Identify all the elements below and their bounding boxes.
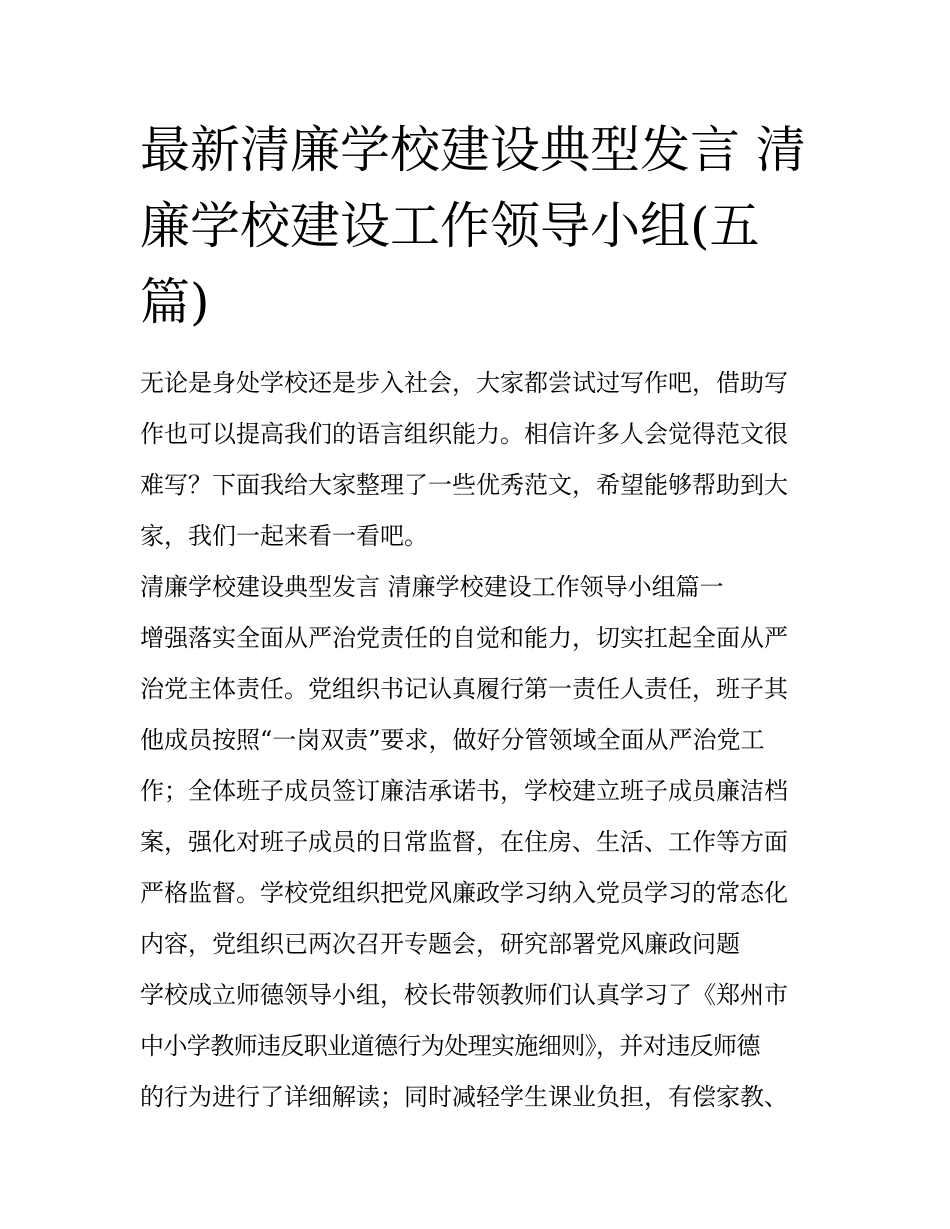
- paragraph-line: 严格监督。学校党组织把党风廉政学习纳入党员学习的常态化: [140, 879, 788, 907]
- paragraph-line: 治党主体责任。党组织书记认真履行第一责任人责任，班子其: [140, 675, 788, 703]
- title-line: 篇): [140, 273, 210, 331]
- paragraph-line: 案，强化对班子成员的日常监督，在住房、生活、工作等方面: [140, 828, 788, 856]
- intro-line: 家，我们一起来看一看吧。: [140, 522, 428, 550]
- intro-line: 无论是身处学校还是步入社会，大家都尝试过写作吧，借助写: [140, 369, 788, 397]
- paragraph-line: 作；全体班子成员签订廉洁承诺书，学校建立班子成员廉洁档: [140, 777, 788, 805]
- title-line: 最新清廉学校建设典型发言 清: [140, 121, 806, 179]
- paragraph-line: 学校成立师德领导小组，校长带领教师们认真学习了《郑州市: [140, 981, 788, 1009]
- paragraph-line: 的行为进行了详细解读；同时减轻学生课业负担，有偿家教、: [140, 1083, 788, 1111]
- section-heading: 清廉学校建设典型发言 清廉学校建设工作领导小组篇一: [140, 573, 724, 601]
- paragraph-line: 内容，党组织已两次召开专题会，研究部署党风廉政问题: [140, 930, 740, 958]
- paragraph-line: 他成员按照“一岗双责”要求，做好分管领域全面从严治党工: [140, 726, 765, 754]
- document-title: [140, 112, 820, 340]
- paragraph-line: 增强落实全面从严治党责任的自觉和能力，切实扛起全面从严: [140, 624, 788, 652]
- document-body: [140, 358, 820, 1123]
- paragraph-line: 中小学教师违反职业道德行为处理实施细则》，并对违反师德: [140, 1032, 760, 1060]
- intro-line: 难写？下面我给大家整理了一些优秀范文，希望能够帮助到大: [140, 471, 788, 499]
- title-line: 廉学校建设工作领导小组(五: [140, 197, 760, 255]
- intro-line: 作也可以提高我们的语言组织能力。相信许多人会觉得范文很: [140, 420, 788, 448]
